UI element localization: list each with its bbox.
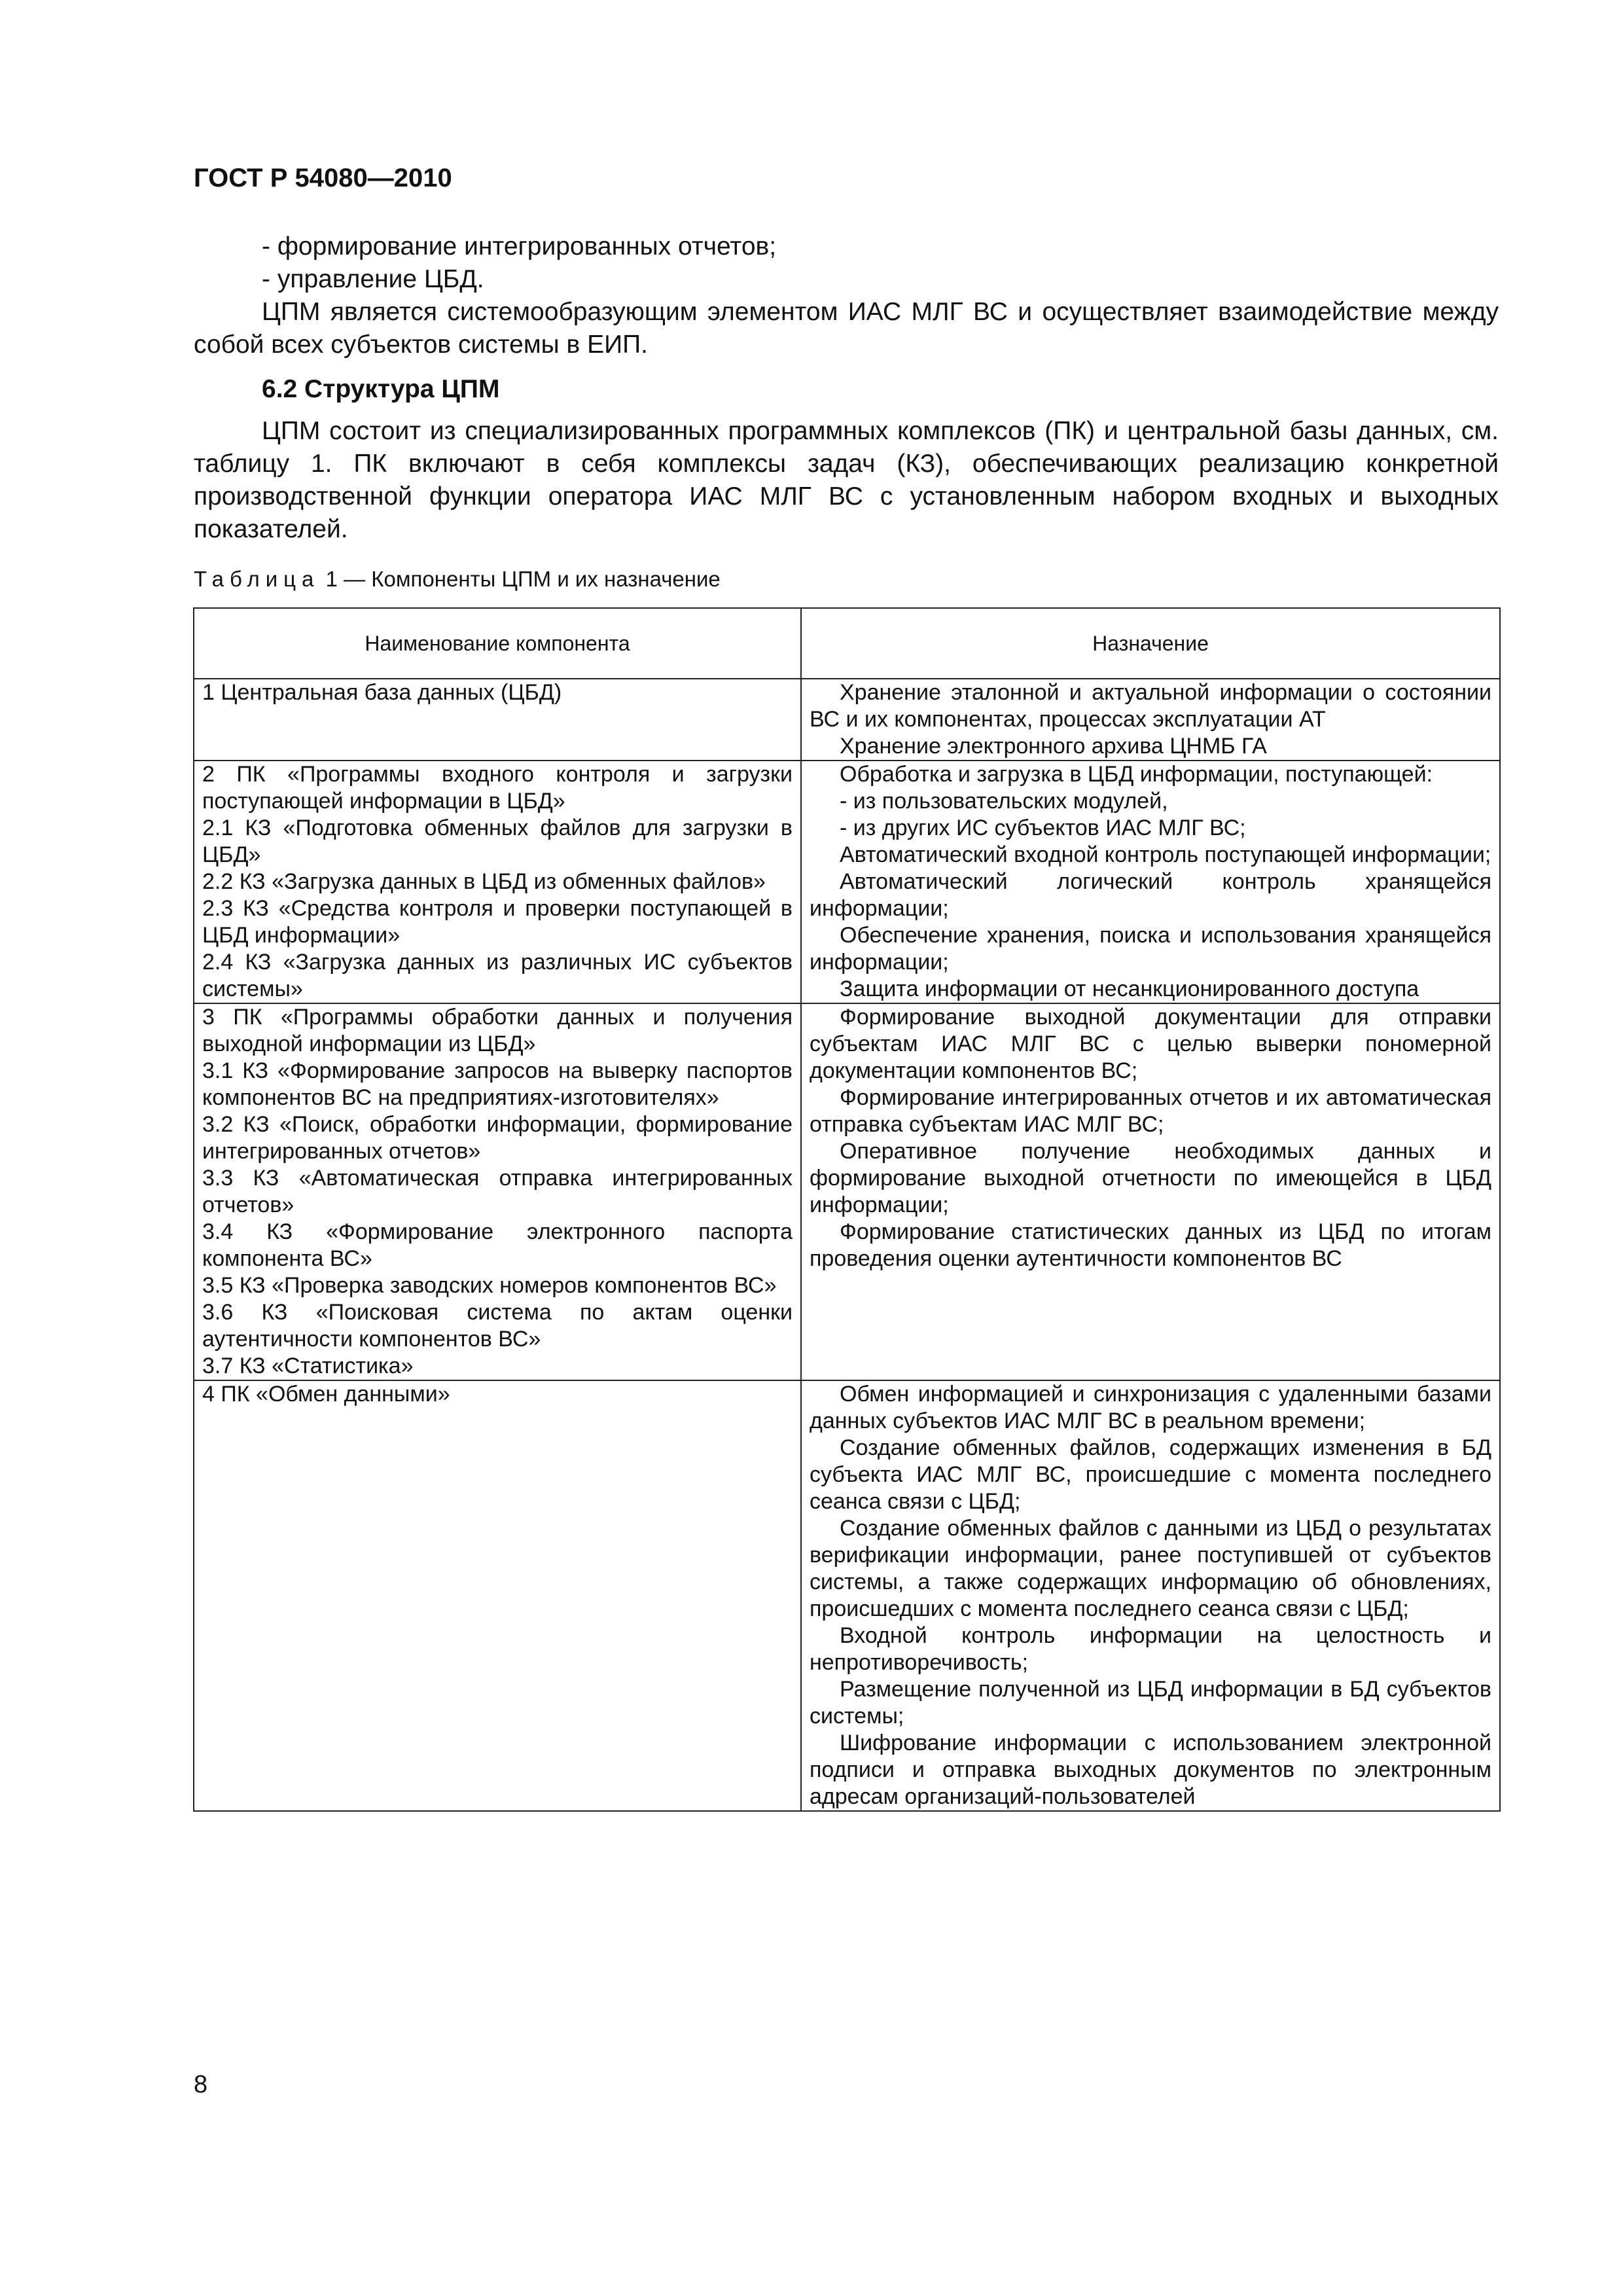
page-number: 8 (194, 2071, 208, 2098)
table-caption-text: 1 — Компоненты ЦПМ и их назначение (325, 567, 721, 591)
purpose-line: Формирование статистических данных из ЦБД по итогам проведения оценки аутентичности компонентов ВС (810, 1219, 1491, 1271)
table-row (194, 1380, 1500, 1811)
component-cell (194, 1380, 801, 1811)
component-line: 2.3 КЗ «Средства контроля и проверки поступающей в ЦБД информации» (202, 896, 793, 948)
component-line: 3 ПК «Программы обработки данных и получения выходной информации из ЦБД» (202, 1005, 793, 1056)
paragraph: - формирование интегрированных отчетов; (262, 232, 777, 260)
table-row (194, 679, 1500, 761)
column-header-purpose: Назначение (801, 608, 1500, 679)
component-line: 3.2 КЗ «Поиск, обработки информации, формирование интегрированных отчетов» (202, 1112, 793, 1164)
component-line: 1 Центральная база данных (ЦБД) (202, 680, 562, 705)
component-line: 3.3 КЗ «Автоматическая отправка интегрированных отчетов» (202, 1166, 793, 1217)
table-body (194, 679, 1500, 1811)
purpose-line: Хранение электронного архива ЦНМБ ГА (840, 734, 1267, 759)
component-line: 2.2 КЗ «Загрузка данных в ЦБД из обменных файлов» (202, 869, 766, 894)
purpose-line: Хранение эталонной и актуальной информации о состоянии ВС и их компонентах, процессах эксплуатации АТ (810, 680, 1491, 732)
purpose-line: Оперативное получение необходимых данных и формирование выходной отчетности по имеющейся в ЦБД информации; (810, 1139, 1491, 1217)
purpose-line: Размещение полученной из ЦБД информации в БД субъектов системы; (810, 1677, 1491, 1729)
purpose-line: Создание обменных файлов, содержащих изменения в БД субъекта ИАС МЛГ ВС, происшедшие с момента последнего сеанса связи с ЦБД; (810, 1435, 1491, 1514)
component-cell (194, 1003, 801, 1380)
purpose-cell (801, 761, 1500, 1003)
component-line: 3.7 КЗ «Статистика» (202, 1354, 414, 1378)
component-line: 2 ПК «Программы входного контроля и загрузки поступающей информации в ЦБД» (202, 762, 793, 814)
component-line: 3.4 КЗ «Формирование электронного паспорта компонента ВС» (202, 1219, 793, 1271)
purpose-line: Автоматический логический контроль хранящейся информации; (810, 869, 1491, 921)
body-text (194, 230, 1499, 546)
purpose-line: - из других ИС субъектов ИАС МЛГ ВС; (840, 816, 1246, 840)
component-cell (194, 761, 801, 1003)
table-caption (194, 567, 721, 592)
purpose-line: Формирование интегрированных отчетов и их автоматическая отправка субъектам ИАС МЛГ ВС; (810, 1085, 1491, 1137)
purpose-cell (801, 679, 1500, 761)
component-line: 3.5 КЗ «Проверка заводских номеров компонентов ВС» (202, 1273, 777, 1298)
purpose-line: Шифрование информации с использованием электронной подписи и отправка выходных документов по электронным адресам организаций-пользователей (810, 1731, 1491, 1809)
component-line: 4 ПК «Обмен данными» (202, 1382, 450, 1407)
purpose-cell (801, 1380, 1500, 1811)
purpose-line: Автоматический входной контроль поступающей информации; (840, 842, 1491, 867)
column-header-component: Наименование компонента (194, 608, 801, 679)
table-header-row (194, 608, 1500, 679)
component-line: 2.4 КЗ «Загрузка данных из различных ИС субъектов системы» (202, 950, 793, 1001)
component-cell (194, 679, 801, 761)
purpose-line: Обработка и загрузка в ЦБД информации, поступающей: (840, 762, 1433, 787)
purpose-cell (801, 1003, 1500, 1380)
purpose-line: - из пользовательских модулей, (840, 789, 1168, 814)
table-caption-word: Таблица (194, 567, 320, 591)
components-table (193, 607, 1501, 1812)
purpose-line: Защита информации от несанкционированного доступа (840, 977, 1419, 1001)
paragraph: ЦПМ состоит из специализированных программных комплексов (ПК) и центральной базы данных, см. таблицу 1. ПК включают в себя комплексы задач (КЗ), обеспечивающих реализацию конкретной производственной функции оператора ИАС МЛГ ВС с установленным набором входных и выходных показателей. (194, 417, 1499, 543)
component-line: 3.6 КЗ «Поисковая система по актам оценки аутентичности компонентов ВС» (202, 1300, 793, 1352)
table-row (194, 761, 1500, 1003)
purpose-line: Обмен информацией и синхронизация с удаленными базами данных субъектов ИАС МЛГ ВС в реальном времени; (810, 1382, 1491, 1433)
component-line: 3.1 КЗ «Формирование запросов на выверку паспортов компонентов ВС на предприятиях-изготовителях» (202, 1058, 793, 1110)
paragraph: ЦПМ является системообразующим элементом ИАС МЛГ ВС и осуществляет взаимодействие между собой всех субъектов системы в ЕИП. (194, 298, 1499, 359)
section-heading: 6.2 Структура ЦПМ (262, 375, 500, 403)
purpose-line: Обеспечение хранения, поиска и использования хранящейся информации; (810, 923, 1491, 975)
table-row (194, 1003, 1500, 1380)
component-line: 2.1 КЗ «Подготовка обменных файлов для загрузки в ЦБД» (202, 816, 793, 867)
paragraph: - управление ЦБД. (262, 265, 484, 293)
document-header: ГОСТ Р 54080—2010 (194, 164, 452, 192)
purpose-line: Входной контроль информации на целостность и непротиворечивость; (810, 1623, 1491, 1675)
purpose-line: Создание обменных файлов с данными из ЦБД о результатах верификации информации, ранее поступившей от субъектов системы, а также содержащих информацию об обновлениях, происшедших с момента последнего сеанса связи с ЦБД; (810, 1516, 1491, 1621)
purpose-line: Формирование выходной документации для отправки субъектам ИАС МЛГ ВС с целью выверки пономерной документации компонентов ВС; (810, 1005, 1491, 1083)
